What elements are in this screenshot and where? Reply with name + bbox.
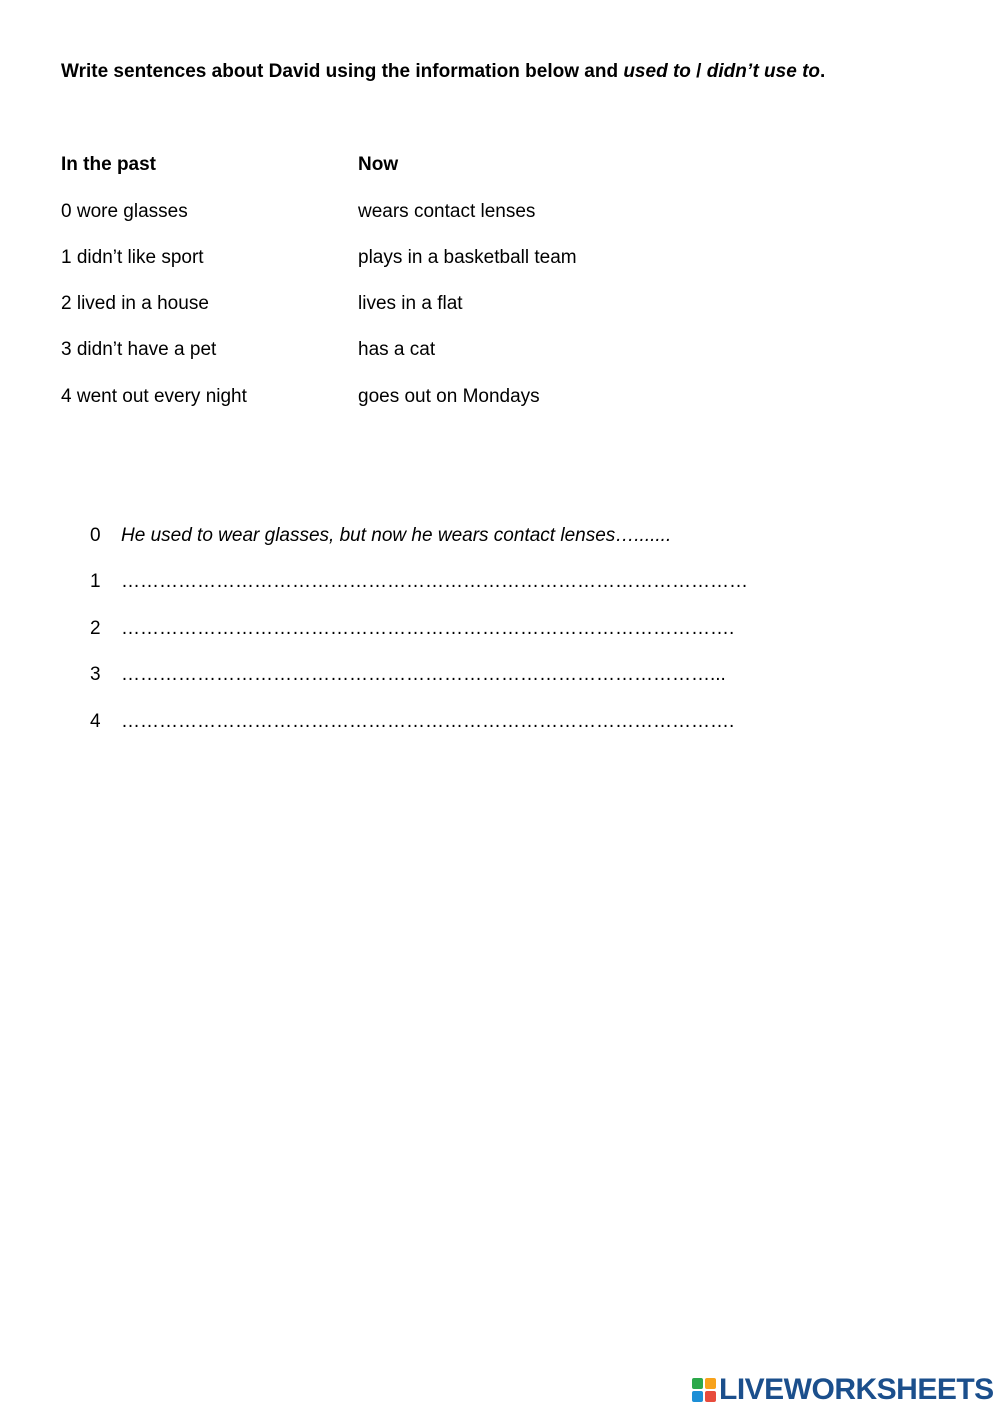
instruction-end: . xyxy=(820,61,826,82)
answer-0-example: He used to wear glasses, but now he wears contact lenses…....... xyxy=(121,525,672,546)
answer-4-field[interactable]: ……………………………………………………………………………………. xyxy=(121,711,735,732)
row-4-now: goes out on Mondays xyxy=(358,386,540,407)
liveworksheets-logo xyxy=(692,1374,994,1406)
answer-2-number: 2 xyxy=(90,618,101,639)
liveworksheets-logo-text: LIVEWORKSHEETS xyxy=(719,1373,994,1406)
logo-square-red xyxy=(705,1391,716,1402)
instruction-used-to: used to xyxy=(623,61,691,82)
instruction-separator: / xyxy=(690,61,707,82)
answer-2-field[interactable]: ……………………………………………………………………………………. xyxy=(121,618,735,639)
row-3-past: 3 didn’t have a pet xyxy=(61,339,217,360)
answer-0-number: 0 xyxy=(90,525,101,546)
liveworksheets-logo-icon xyxy=(692,1378,716,1402)
logo-square-blue xyxy=(692,1391,703,1402)
row-0-now: wears contact lenses xyxy=(358,201,536,222)
answer-1-field[interactable]: ……………………………………………………………………………………… xyxy=(121,571,748,592)
instruction-text xyxy=(61,61,825,83)
answer-4-number: 4 xyxy=(90,711,101,732)
answer-3-number: 3 xyxy=(90,664,101,685)
row-0-past: 0 wore glasses xyxy=(61,201,188,222)
instruction-didnt-use-to: didn’t use to xyxy=(706,61,821,82)
row-4-past: 4 went out every night xyxy=(61,386,247,407)
row-2-past: 2 lived in a house xyxy=(61,293,209,314)
answer-3-field[interactable]: …………………………………………………………………………………... xyxy=(121,664,726,685)
answer-1-number: 1 xyxy=(90,571,101,592)
instruction-part1: Write sentences about David using the information below and xyxy=(61,61,624,82)
logo-square-green xyxy=(692,1378,703,1389)
row-1-now: plays in a basketball team xyxy=(358,247,577,268)
row-3-now: has a cat xyxy=(358,339,436,360)
header-in-the-past: In the past xyxy=(61,154,157,175)
header-now: Now xyxy=(358,154,399,175)
logo-square-orange xyxy=(705,1378,716,1389)
row-2-now: lives in a flat xyxy=(358,293,463,314)
row-1-past: 1 didn’t like sport xyxy=(61,247,204,268)
